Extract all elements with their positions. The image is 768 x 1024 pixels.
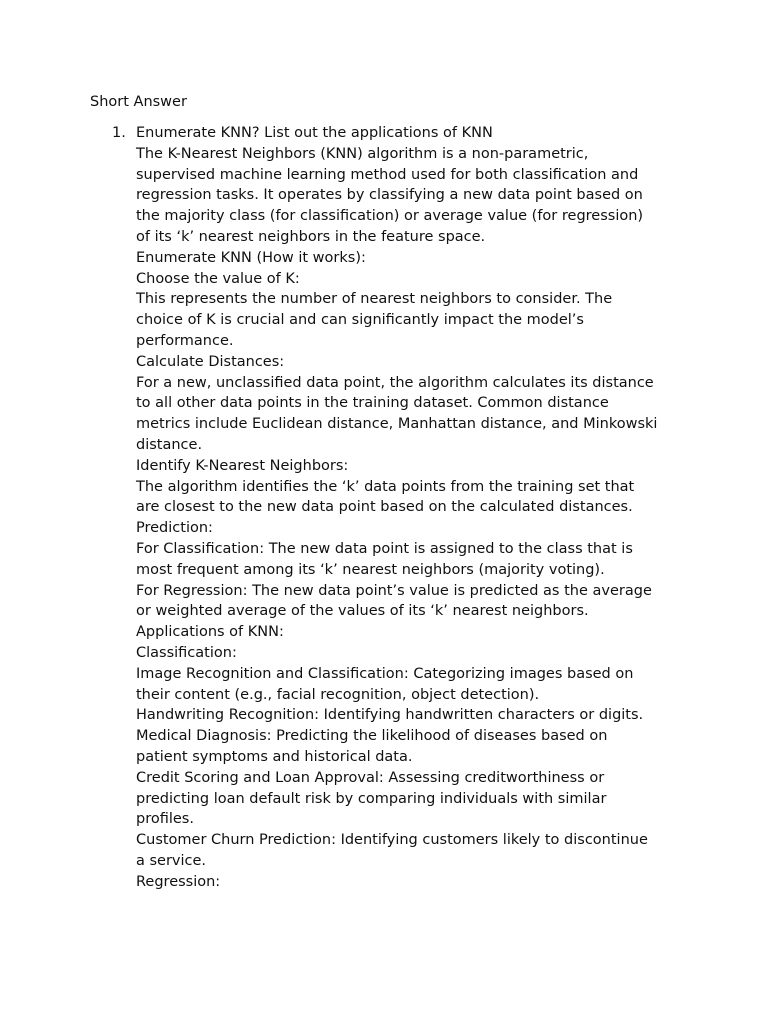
text-line: The K-Nearest Neighbors (KNN) algorithm is a non-parametric, xyxy=(136,145,589,162)
text-line: the majority class (for classification) or average value (for regression) xyxy=(136,208,644,225)
text-line: performance. xyxy=(136,332,234,349)
text-line: to all other data points in the training dataset. Common distance xyxy=(136,395,609,412)
text-line: Credit Scoring and Loan Approval: Assessing creditworthiness or xyxy=(136,769,605,786)
text-line: profiles. xyxy=(136,811,194,828)
text-line: For Regression: The new data point’s value is predicted as the average xyxy=(136,582,652,599)
text-line: For Classification: The new data point is assigned to the class that is xyxy=(136,540,633,557)
text-line: patient symptoms and historical data. xyxy=(136,748,413,765)
text-line: regression tasks. It operates by classifying a new data point based on xyxy=(136,187,643,204)
text-line: choice of K is crucial and can significantly impact the model’s xyxy=(136,312,584,329)
text-line: Regression: xyxy=(136,873,221,890)
text-line: supervised machine learning method used for both classification and xyxy=(136,166,639,183)
text-line: metrics include Euclidean distance, Manhattan distance, and Minkowski xyxy=(136,416,658,433)
text-line: Choose the value of K: xyxy=(136,270,300,287)
text-line: most frequent among its ‘k’ nearest neighbors (majority voting). xyxy=(136,561,605,578)
text-line: Applications of KNN: xyxy=(136,624,284,641)
text-line: Customer Churn Prediction: Identifying customers likely to discontinue xyxy=(136,832,648,849)
text-line: predicting loan default risk by comparing individuals with similar xyxy=(136,790,607,807)
list-item-body xyxy=(136,123,684,892)
text-line: Classification: xyxy=(136,644,237,661)
text-line: or weighted average of the values of its ‘k’ nearest neighbors. xyxy=(136,603,589,620)
text-line: their content (e.g., facial recognition, object detection). xyxy=(136,686,540,703)
text-line: distance. xyxy=(136,436,203,453)
text-line: For a new, unclassified data point, the algorithm calculates its distance xyxy=(136,374,654,391)
list-item-number: 1. xyxy=(112,125,126,141)
text-line: The algorithm identifies the ‘k’ data points from the training set that xyxy=(136,478,635,495)
text-line: Handwriting Recognition: Identifying handwritten characters or digits. xyxy=(136,707,644,724)
text-line: Medical Diagnosis: Predicting the likelihood of diseases based on xyxy=(136,728,608,745)
text-line: Enumerate KNN? List out the applications of KNN xyxy=(136,125,493,141)
text-line: Prediction: xyxy=(136,520,213,537)
text-line: are closest to the new data point based on the calculated distances. xyxy=(136,499,633,516)
text-line: Enumerate KNN (How it works): xyxy=(136,249,366,266)
text-line: Calculate Distances: xyxy=(136,353,285,370)
section-heading: Short Answer xyxy=(90,94,187,110)
text-line: This represents the number of nearest neighbors to consider. The xyxy=(136,291,613,308)
text-line: Image Recognition and Classification: Categorizing images based on xyxy=(136,665,634,682)
text-line: Identify K-Nearest Neighbors: xyxy=(136,457,349,474)
text-line: of its ‘k’ nearest neighbors in the feature space. xyxy=(136,228,486,245)
text-line: a service. xyxy=(136,852,207,869)
